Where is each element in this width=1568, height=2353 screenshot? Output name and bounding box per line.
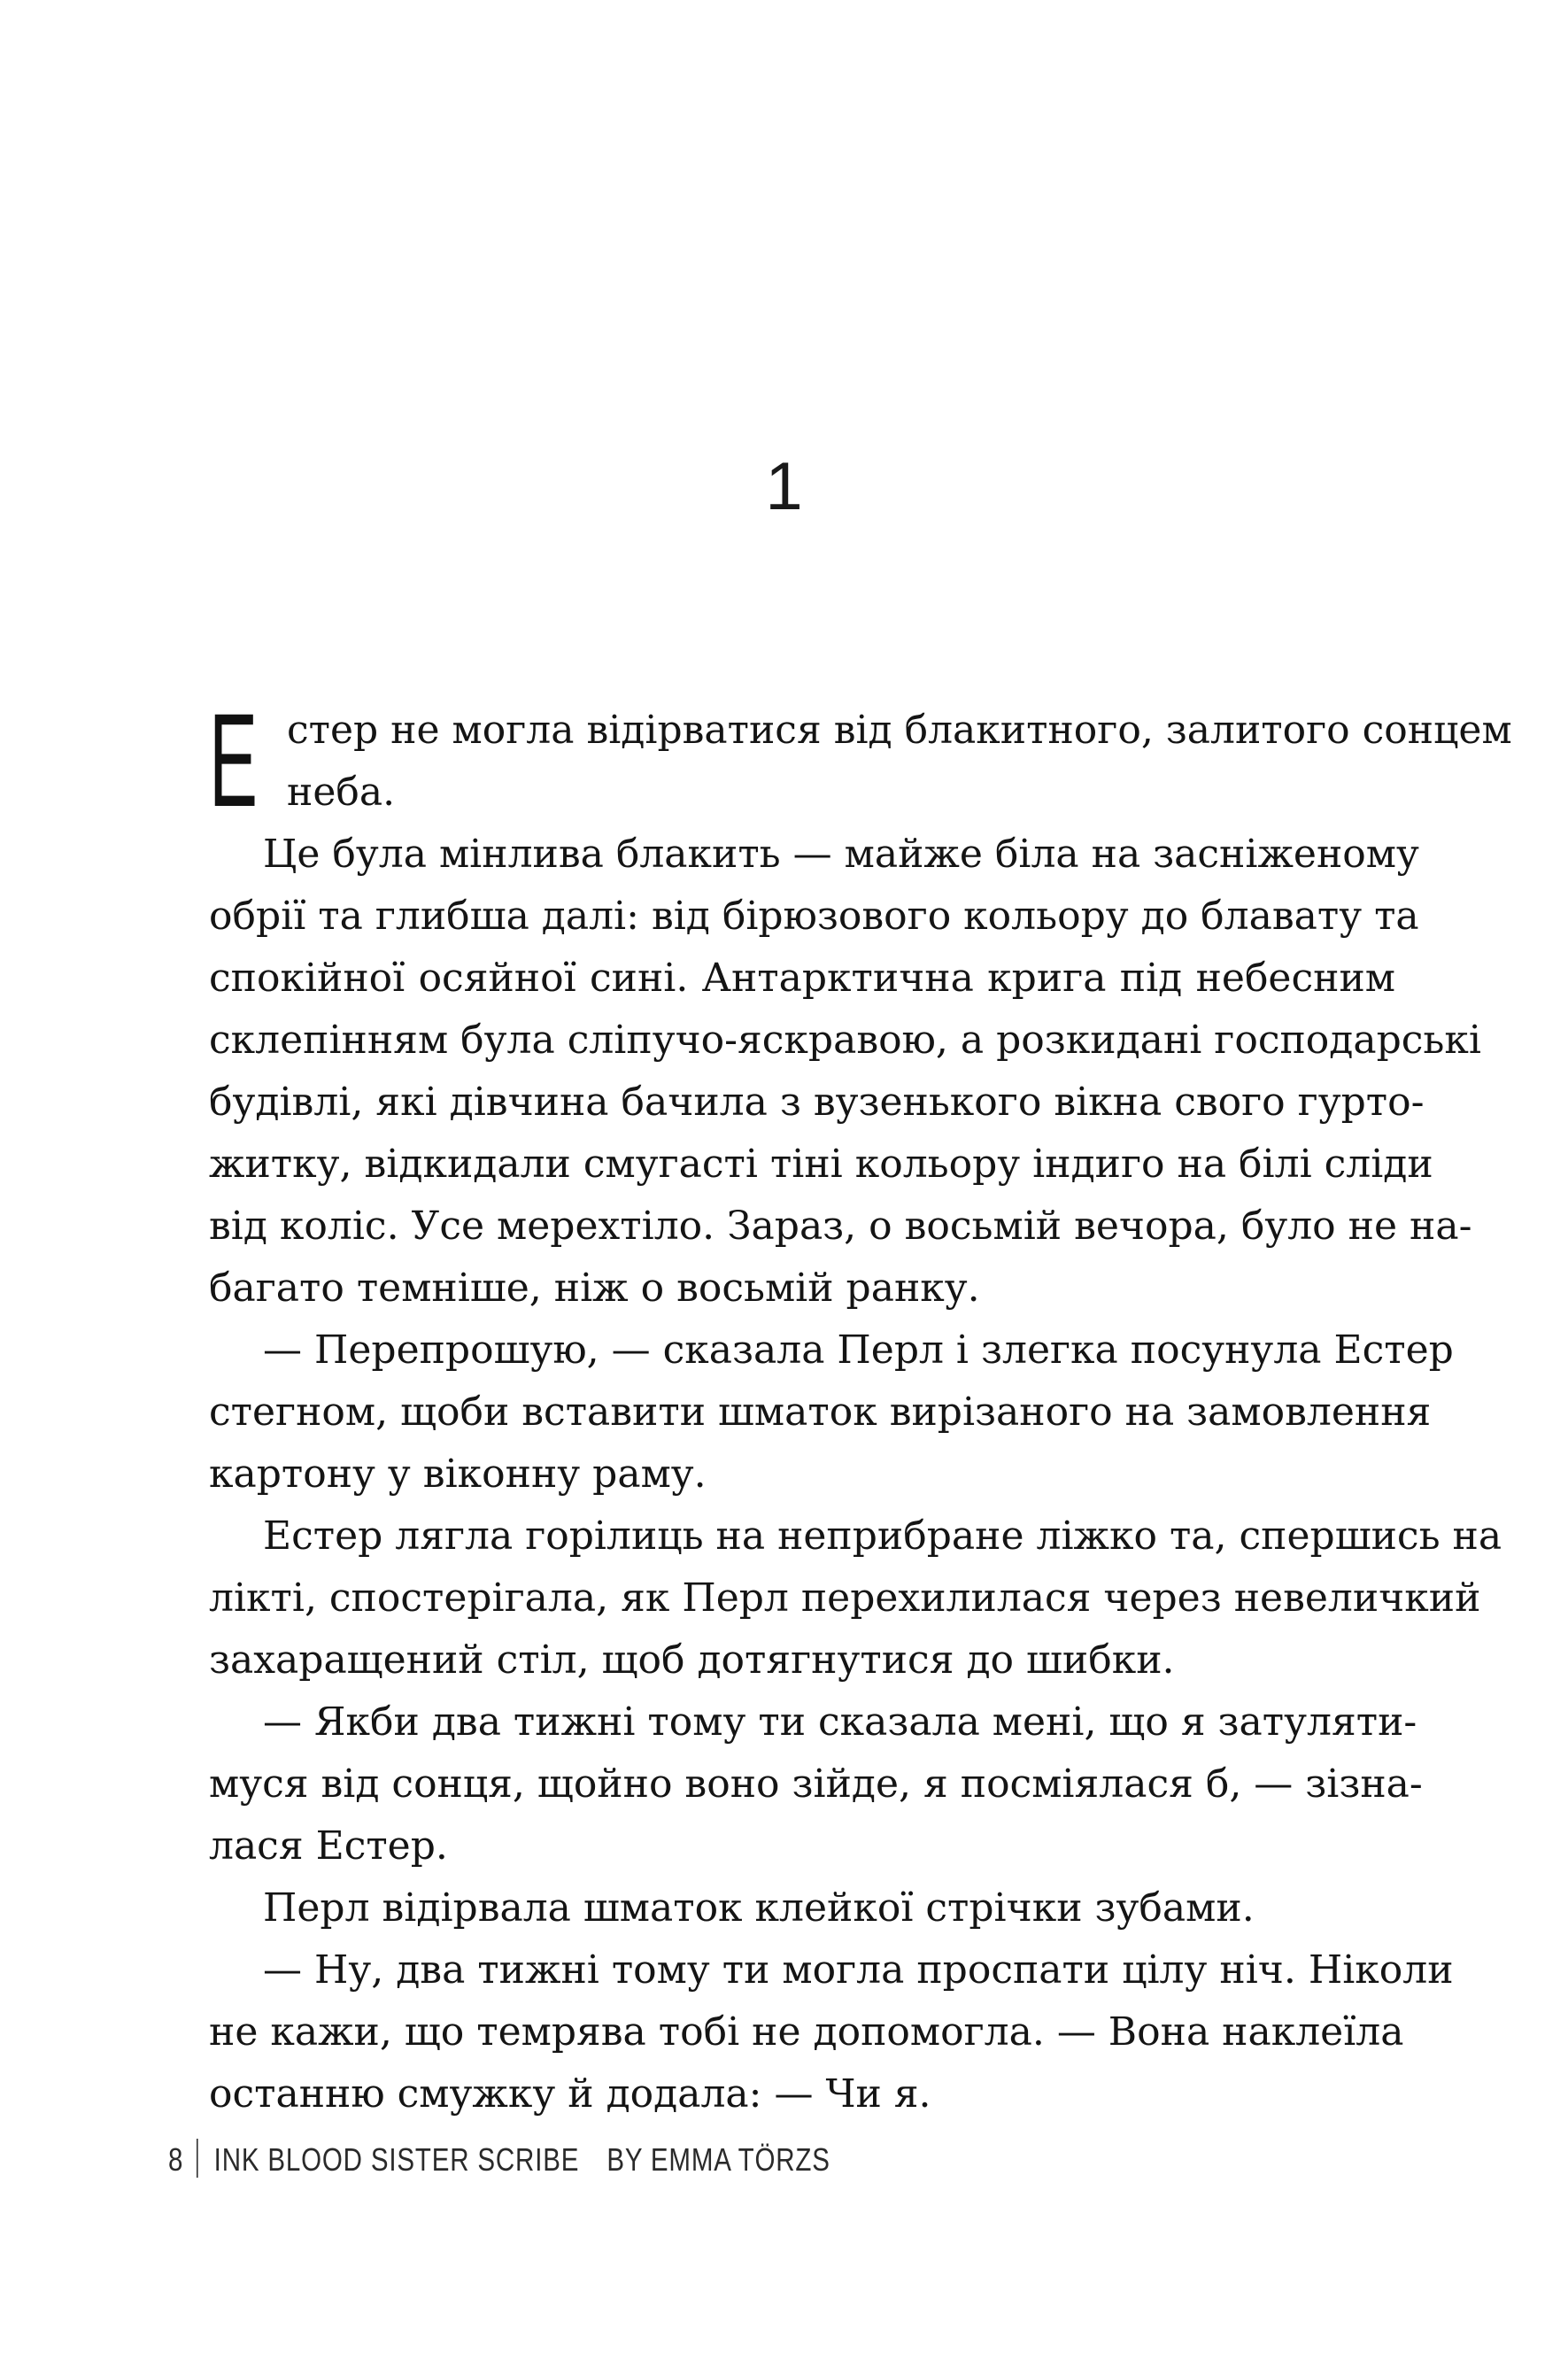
footer-divider [197, 2139, 198, 2178]
text-line: обрії та глибша далі: від бірюзового кольору до блавату та [209, 894, 1419, 939]
book-author: BY EMMA TÖRZS [606, 2141, 830, 2178]
text-line: лікті, спостерігала, як Перл перехилилася через невеличкий [209, 1575, 1481, 1621]
chapter-number: 1 [765, 449, 803, 524]
text-line: картону у віконну раму. [209, 1451, 707, 1497]
book-title: INK BLOOD SISTER SCRIBE [213, 2141, 580, 2178]
text-line: багато темніше, ніж о восьмій ранку. [209, 1266, 980, 1311]
text-line: стер не могла відірватися від блакитного, залитого сонцем [287, 708, 1512, 753]
text-line: спокійної осяйної сині. Антарктична крига під небесним [209, 956, 1395, 1001]
text-line: Перл відірвала шматок клейкої стрічки зубами. [263, 1885, 1255, 1931]
text-line: будівлі, які дівчина бачила з вузенького вікна свого гурто- [209, 1080, 1425, 1125]
text-line: склепінням була сліпучо-яскравою, а розкидані господарські [209, 1018, 1481, 1063]
text-line: житку, відкидали смугасті тіні кольору індиго на білі сліди [209, 1142, 1433, 1187]
page-number: 8 [168, 2141, 184, 2178]
text-line: останню смужку й додала: — Чи я. [209, 2071, 931, 2117]
opening-paragraph [209, 685, 1512, 834]
text-line: неба. [287, 770, 396, 815]
text-line: стегном, щоби вставити шматок вирізаного на замовлення [209, 1389, 1432, 1435]
text-line: лася Естер. [209, 1823, 448, 1869]
running-footer [168, 2139, 830, 2179]
body-text [209, 685, 1512, 2125]
text-line: Це була мінлива блакить — майже біла на засніженому [263, 832, 1419, 877]
text-line: — Перепрошую, — сказала Перл і злегка посунула Естер [263, 1327, 1454, 1373]
text-line: муся від сонця, щойно воно зійде, я посміялася б, — зізна- [209, 1761, 1423, 1807]
text-line: не кажи, що темрява тобі не допомогла. — Вона наклеїла [209, 2009, 1404, 2055]
text-line: — Якби два тижні тому ти сказала мені, що я затуляти- [263, 1699, 1417, 1745]
text-line: Естер лягла горілиць на неприбране ліжко та, спершись на [263, 1513, 1502, 1559]
drop-cap: Е [209, 685, 259, 834]
text-line: від коліс. Усе мерехтіло. Зараз, о восьмій вечора, було не на- [209, 1204, 1472, 1249]
text-line: захаращений стіл, щоб дотягнутися до шибки. [209, 1637, 1175, 1683]
text-line: — Ну, два тижні тому ти могла проспати цілу ніч. Ніколи [263, 1947, 1454, 1993]
